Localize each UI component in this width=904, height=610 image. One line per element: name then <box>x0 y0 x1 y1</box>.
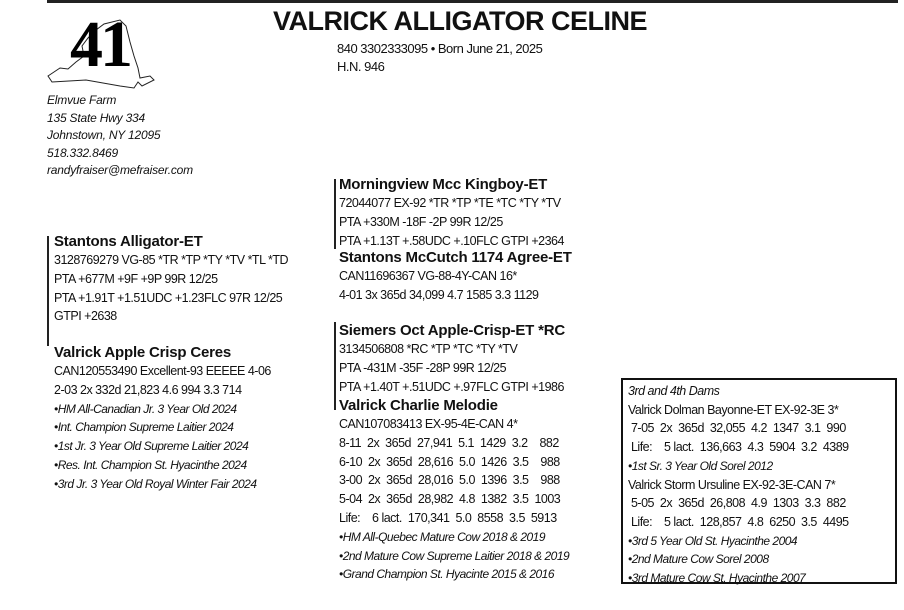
fourth-dam-name: Valrick Storm Ursuline EX-92-3E-CAN 7* <box>628 477 836 492</box>
fourth-dam-award: •3rd Mature Cow St. Hyacinthe 2007 <box>628 571 806 586</box>
dam-dam-name: Valrick Charlie Melodie <box>339 397 498 414</box>
sire-block <box>54 232 288 326</box>
bracket-sire <box>47 236 49 346</box>
third-dam-award: •1st Sr. 3 Year Old Sorel 2012 <box>628 458 773 473</box>
dam-award: •Int. Champion Supreme Laitier 2024 <box>54 420 234 435</box>
box-heading: 3rd and 4th Dams <box>628 384 720 398</box>
dam-name: Valrick Apple Crisp Ceres <box>54 344 232 361</box>
sire-name: Stantons Alligator-ET <box>54 233 203 250</box>
bracket-dam-side <box>334 322 336 410</box>
dam-award: •1st Jr. 3 Year Old Supreme Laitier 2024 <box>54 439 249 454</box>
sire-sire-line: PTA +1.13T +.58UDC +.10FLC GTPI +2364 <box>339 233 564 248</box>
dam-award: •Res. Int. Champion St. Hyacinthe 2024 <box>54 457 247 472</box>
sire-dam-record: 4-01 3x 365d 34,099 4.7 1585 3.3 1129 <box>339 287 539 302</box>
herd-number: H.N. 946 <box>337 59 385 74</box>
dam-dam-award: •Grand Champion St. Hyacinte 2015 & 2016 <box>339 567 555 582</box>
dam-award: •3rd Jr. 3 Year Old Royal Winter Fair 2024 <box>54 476 257 491</box>
fourth-dam-lifetime: Life: 5 lact. 128,857 4.8 6250 3.5 4495 <box>628 514 849 529</box>
sire-line: PTA +677M +9F +9P 99R 12/25 <box>54 271 218 286</box>
top-rule <box>47 0 898 3</box>
dam-block <box>54 343 271 494</box>
sire-sire-name: Morningview Mcc Kingboy-ET <box>339 176 548 193</box>
dam-dam-award: •2nd Mature Cow Supreme Laitier 2018 & 2019 <box>339 548 570 563</box>
farm-name: Elmvue Farm <box>47 93 117 107</box>
sire-dam-name: Stantons McCutch 1174 Agree-ET <box>339 249 572 266</box>
dam-dam-record: 8-11 2x 365d 27,941 5.1 1429 3.2 882 <box>339 435 559 450</box>
email: randyfraiser@mefraiser.com <box>47 163 193 177</box>
dam-dam-award: •HM All-Quebec Mature Cow 2018 & 2019 <box>339 529 546 544</box>
fourth-dam-award: •3rd 5 Year Old St. Hyacinthe 2004 <box>628 533 798 548</box>
dam-sire-name: Siemers Oct Apple-Crisp-ET *RC <box>339 322 565 339</box>
address-line-2: Johnstown, NY 12095 <box>47 128 161 142</box>
dam-dam-record: 5-04 2x 365d 28,982 4.8 1382 3.5 1003 <box>339 492 561 507</box>
address-line-1: 135 State Hwy 334 <box>47 110 145 125</box>
dam-record: 2-03 2x 332d 21,823 4.6 994 3.3 714 <box>54 382 242 397</box>
sire-sire-line: 72044077 EX-92 *TR *TP *TE *TC *TY *TV <box>339 196 561 210</box>
fourth-dam-award: •2nd Mature Cow Sorel 2008 <box>628 552 769 567</box>
registration-and-birth: 840 3302333095 • Born June 21, 2025 <box>337 41 543 56</box>
fourth-dam-record: 5-05 2x 365d 26,808 4.9 1303 3.3 882 <box>628 496 846 511</box>
sire-line: GTPI +2638 <box>54 309 117 324</box>
animal-name: VALRICK ALLIGATOR CELINE <box>273 6 647 36</box>
sire-line: 3128769279 VG-85 *TR *TP *TY *TV *TL *TD <box>54 253 289 267</box>
dam-sire-line: 3134506808 *RC *TP *TC *TY *TV <box>339 342 518 356</box>
dam-dam-record: 6-10 2x 365d 28,616 5.0 1426 3.5 988 <box>339 454 560 469</box>
dam-sire-block <box>339 321 565 396</box>
third-dam-name: Valrick Dolman Bayonne-ET EX-92-3E 3* <box>628 402 839 417</box>
dam-dam-record: 3-00 2x 365d 28,016 5.0 1396 3.5 988 <box>339 473 560 488</box>
consignor-info <box>47 92 193 180</box>
sire-dam-block <box>339 248 572 305</box>
third-fourth-dams-content <box>628 382 849 588</box>
lot-number: 41 <box>70 8 130 81</box>
sire-sire-block <box>339 175 564 250</box>
dam-dam-block <box>339 396 569 584</box>
sire-line: PTA +1.91T +1.51UDC +1.23FLC 97R 12/25 <box>54 290 283 305</box>
dam-award: •HM All-Canadian Jr. 3 Year Old 2024 <box>54 401 237 416</box>
third-dam-record: 7-05 2x 365d 32,055 4.2 1347 3.1 990 <box>628 421 846 436</box>
dam-dam-line: CAN107083413 EX-95-4E-CAN 4* <box>339 417 518 431</box>
third-dam-lifetime: Life: 5 lact. 136,663 4.3 5904 3.2 4389 <box>628 440 849 455</box>
dam-dam-lifetime: Life: 6 lact. 170,341 5.0 8558 3.5 5913 <box>339 510 557 525</box>
sire-sire-line: PTA +330M -18F -2P 99R 12/25 <box>339 214 503 229</box>
phone: 518.332.8469 <box>47 145 119 160</box>
dam-line: CAN120553490 Excellent-93 EEEEE 4-06 <box>54 364 271 378</box>
animal-id-block <box>337 40 542 76</box>
sire-dam-line: CAN11696367 VG-88-4Y-CAN 16* <box>339 269 517 283</box>
bracket-sire-side <box>334 179 336 249</box>
dam-sire-line: PTA -431M -35F -28P 99R 12/25 <box>339 360 507 375</box>
dam-sire-line: PTA +1.40T +.51UDC +.97FLC GTPI +1986 <box>339 379 564 394</box>
